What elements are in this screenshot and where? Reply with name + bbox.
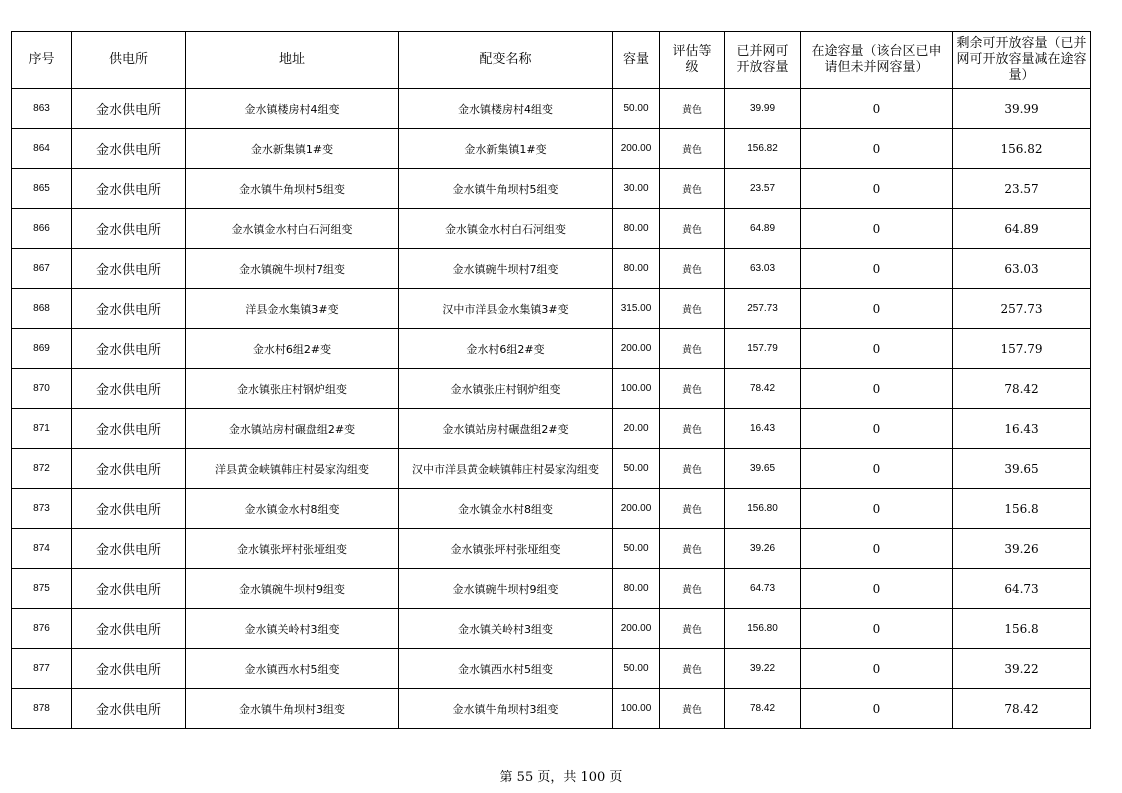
cell-transit-capacity: 0: [801, 89, 953, 129]
cell-grid-capacity: 39.22: [725, 649, 801, 689]
table-row: [12, 529, 1091, 569]
cell-remaining-capacity: 63.03: [953, 249, 1091, 289]
cell-address: 金水镇西水村5组变: [186, 649, 399, 689]
capacity-table: [11, 31, 1091, 729]
cell-grade: 黄色: [660, 409, 725, 449]
table-header-row: [12, 32, 1091, 89]
cell-no: 873: [12, 489, 72, 529]
cell-grade: 黄色: [660, 169, 725, 209]
table-row: [12, 449, 1091, 489]
cell-transformer-name: 金水镇碗牛坝村9组变: [399, 569, 613, 609]
cell-remaining-capacity: 78.42: [953, 689, 1091, 729]
cell-station: 金水供电所: [72, 89, 186, 129]
header-transformer: 配变名称: [399, 32, 613, 89]
cell-no: 865: [12, 169, 72, 209]
cell-address: 金水镇牛角坝村3组变: [186, 689, 399, 729]
cell-transit-capacity: 0: [801, 609, 953, 649]
cell-address: 金水镇碗牛坝村7组变: [186, 249, 399, 289]
cell-address: 金水镇金水村8组变: [186, 489, 399, 529]
cell-grade: 黄色: [660, 529, 725, 569]
cell-no: 871: [12, 409, 72, 449]
cell-address: 金水镇站房村碾盘组2#变: [186, 409, 399, 449]
cell-transit-capacity: 0: [801, 649, 953, 689]
cell-no: 875: [12, 569, 72, 609]
cell-grade: 黄色: [660, 489, 725, 529]
cell-address: 金水镇楼房村4组变: [186, 89, 399, 129]
table-row: [12, 369, 1091, 409]
header-grade: 评估等级: [660, 32, 725, 89]
cell-station: 金水供电所: [72, 529, 186, 569]
cell-transit-capacity: 0: [801, 489, 953, 529]
cell-station: 金水供电所: [72, 609, 186, 649]
header-remaining-capacity: 剩余可开放容量（已并网可开放容量减在途容量）: [953, 32, 1091, 89]
cell-transformer-name: 金水镇关岭村3组变: [399, 609, 613, 649]
cell-grid-capacity: 64.73: [725, 569, 801, 609]
cell-transformer-name: 金水镇张庄村钢炉组变: [399, 369, 613, 409]
cell-station: 金水供电所: [72, 329, 186, 369]
cell-grade: 黄色: [660, 129, 725, 169]
cell-no: 867: [12, 249, 72, 289]
cell-transformer-name: 金水镇碗牛坝村7组变: [399, 249, 613, 289]
cell-address: 金水镇金水村白石河组变: [186, 209, 399, 249]
cell-transformer-name: 金水镇牛角坝村3组变: [399, 689, 613, 729]
cell-transformer-name: 金水镇楼房村4组变: [399, 89, 613, 129]
cell-address: 金水镇碗牛坝村9组变: [186, 569, 399, 609]
cell-capacity: 80.00: [613, 209, 660, 249]
cell-station: 金水供电所: [72, 649, 186, 689]
cell-remaining-capacity: 64.73: [953, 569, 1091, 609]
cell-grid-capacity: 157.79: [725, 329, 801, 369]
cell-station: 金水供电所: [72, 209, 186, 249]
cell-station: 金水供电所: [72, 489, 186, 529]
cell-grade: 黄色: [660, 649, 725, 689]
cell-grid-capacity: 78.42: [725, 369, 801, 409]
page-footer: 第 55 页，共 100 页: [499, 770, 623, 785]
cell-transformer-name: 金水新集镇1#变: [399, 129, 613, 169]
cell-transit-capacity: 0: [801, 409, 953, 449]
cell-station: 金水供电所: [72, 249, 186, 289]
cell-grid-capacity: 156.80: [725, 489, 801, 529]
table-row: [12, 649, 1091, 689]
header-capacity: 容量: [613, 32, 660, 89]
cell-capacity: 200.00: [613, 129, 660, 169]
cell-capacity: 100.00: [613, 689, 660, 729]
cell-transformer-name: 金水镇金水村白石河组变: [399, 209, 613, 249]
cell-no: 878: [12, 689, 72, 729]
cell-grade: 黄色: [660, 329, 725, 369]
cell-capacity: 80.00: [613, 249, 660, 289]
cell-grade: 黄色: [660, 289, 725, 329]
cell-remaining-capacity: 23.57: [953, 169, 1091, 209]
cell-grade: 黄色: [660, 369, 725, 409]
cell-no: 877: [12, 649, 72, 689]
cell-grade: 黄色: [660, 449, 725, 489]
cell-grid-capacity: 39.65: [725, 449, 801, 489]
cell-transit-capacity: 0: [801, 209, 953, 249]
cell-address: 金水镇关岭村3组变: [186, 609, 399, 649]
cell-grid-capacity: 39.99: [725, 89, 801, 129]
cell-capacity: 200.00: [613, 329, 660, 369]
cell-transformer-name: 汉中市洋县黄金峡镇韩庄村晏家沟组变: [399, 449, 613, 489]
cell-grid-capacity: 156.80: [725, 609, 801, 649]
cell-capacity: 20.00: [613, 409, 660, 449]
cell-transit-capacity: 0: [801, 369, 953, 409]
cell-grid-capacity: 78.42: [725, 689, 801, 729]
cell-transformer-name: 金水镇站房村碾盘组2#变: [399, 409, 613, 449]
cell-transit-capacity: 0: [801, 289, 953, 329]
cell-grid-capacity: 16.43: [725, 409, 801, 449]
cell-address: 金水村6组2#变: [186, 329, 399, 369]
cell-grade: 黄色: [660, 689, 725, 729]
table-row: [12, 209, 1091, 249]
cell-no: 876: [12, 609, 72, 649]
cell-transit-capacity: 0: [801, 569, 953, 609]
header-transit-capacity: 在途容量（该台区已申请但未并网容量）: [801, 32, 953, 89]
table-row: [12, 169, 1091, 209]
cell-station: 金水供电所: [72, 129, 186, 169]
cell-remaining-capacity: 156.8: [953, 609, 1091, 649]
cell-grid-capacity: 23.57: [725, 169, 801, 209]
cell-grid-capacity: 63.03: [725, 249, 801, 289]
cell-remaining-capacity: 64.89: [953, 209, 1091, 249]
cell-remaining-capacity: 156.8: [953, 489, 1091, 529]
cell-address: 洋县黄金峡镇韩庄村晏家沟组变: [186, 449, 399, 489]
cell-capacity: 50.00: [613, 449, 660, 489]
cell-grid-capacity: 64.89: [725, 209, 801, 249]
cell-station: 金水供电所: [72, 169, 186, 209]
table-row: [12, 89, 1091, 129]
cell-grid-capacity: 156.82: [725, 129, 801, 169]
cell-no: 866: [12, 209, 72, 249]
cell-remaining-capacity: 39.99: [953, 89, 1091, 129]
cell-address: 金水镇牛角坝村5组变: [186, 169, 399, 209]
cell-transit-capacity: 0: [801, 529, 953, 569]
cell-capacity: 50.00: [613, 529, 660, 569]
header-no: 序号: [12, 32, 72, 89]
cell-capacity: 200.00: [613, 489, 660, 529]
cell-address: 金水镇张庄村钢炉组变: [186, 369, 399, 409]
table-row: [12, 409, 1091, 449]
cell-no: 872: [12, 449, 72, 489]
cell-station: 金水供电所: [72, 289, 186, 329]
cell-remaining-capacity: 39.65: [953, 449, 1091, 489]
cell-transformer-name: 金水镇金水村8组变: [399, 489, 613, 529]
table-row: [12, 609, 1091, 649]
cell-capacity: 100.00: [613, 369, 660, 409]
table-row: [12, 129, 1091, 169]
cell-station: 金水供电所: [72, 449, 186, 489]
cell-transformer-name: 金水镇张坪村张垭组变: [399, 529, 613, 569]
cell-remaining-capacity: 157.79: [953, 329, 1091, 369]
cell-transformer-name: 金水村6组2#变: [399, 329, 613, 369]
cell-transit-capacity: 0: [801, 169, 953, 209]
cell-transformer-name: 汉中市洋县金水集镇3#变: [399, 289, 613, 329]
table-row: [12, 289, 1091, 329]
cell-transit-capacity: 0: [801, 249, 953, 289]
cell-remaining-capacity: 156.82: [953, 129, 1091, 169]
cell-remaining-capacity: 78.42: [953, 369, 1091, 409]
cell-station: 金水供电所: [72, 689, 186, 729]
cell-no: 870: [12, 369, 72, 409]
cell-remaining-capacity: 39.26: [953, 529, 1091, 569]
cell-capacity: 80.00: [613, 569, 660, 609]
table-row: [12, 489, 1091, 529]
cell-grade: 黄色: [660, 89, 725, 129]
cell-grid-capacity: 39.26: [725, 529, 801, 569]
cell-station: 金水供电所: [72, 569, 186, 609]
cell-grade: 黄色: [660, 569, 725, 609]
cell-remaining-capacity: 16.43: [953, 409, 1091, 449]
cell-no: 868: [12, 289, 72, 329]
cell-address: 金水新集镇1#变: [186, 129, 399, 169]
cell-transit-capacity: 0: [801, 329, 953, 369]
cell-transit-capacity: 0: [801, 129, 953, 169]
cell-address: 洋县金水集镇3#变: [186, 289, 399, 329]
cell-remaining-capacity: 257.73: [953, 289, 1091, 329]
cell-capacity: 50.00: [613, 89, 660, 129]
table-row: [12, 569, 1091, 609]
header-station: 供电所: [72, 32, 186, 89]
table-row: [12, 689, 1091, 729]
cell-grade: 黄色: [660, 249, 725, 289]
cell-grid-capacity: 257.73: [725, 289, 801, 329]
cell-transit-capacity: 0: [801, 449, 953, 489]
table-row: [12, 329, 1091, 369]
cell-capacity: 30.00: [613, 169, 660, 209]
cell-no: 864: [12, 129, 72, 169]
cell-capacity: 315.00: [613, 289, 660, 329]
cell-station: 金水供电所: [72, 369, 186, 409]
cell-transformer-name: 金水镇牛角坝村5组变: [399, 169, 613, 209]
table-row: [12, 249, 1091, 289]
header-address: 地址: [186, 32, 399, 89]
cell-capacity: 50.00: [613, 649, 660, 689]
cell-address: 金水镇张坪村张垭组变: [186, 529, 399, 569]
cell-grade: 黄色: [660, 209, 725, 249]
cell-grade: 黄色: [660, 609, 725, 649]
cell-no: 874: [12, 529, 72, 569]
cell-no: 863: [12, 89, 72, 129]
cell-transformer-name: 金水镇西水村5组变: [399, 649, 613, 689]
cell-transit-capacity: 0: [801, 689, 953, 729]
table-body: [12, 89, 1091, 729]
cell-no: 869: [12, 329, 72, 369]
cell-capacity: 200.00: [613, 609, 660, 649]
header-grid-capacity: 已并网可开放容量: [725, 32, 801, 89]
cell-remaining-capacity: 39.22: [953, 649, 1091, 689]
cell-station: 金水供电所: [72, 409, 186, 449]
